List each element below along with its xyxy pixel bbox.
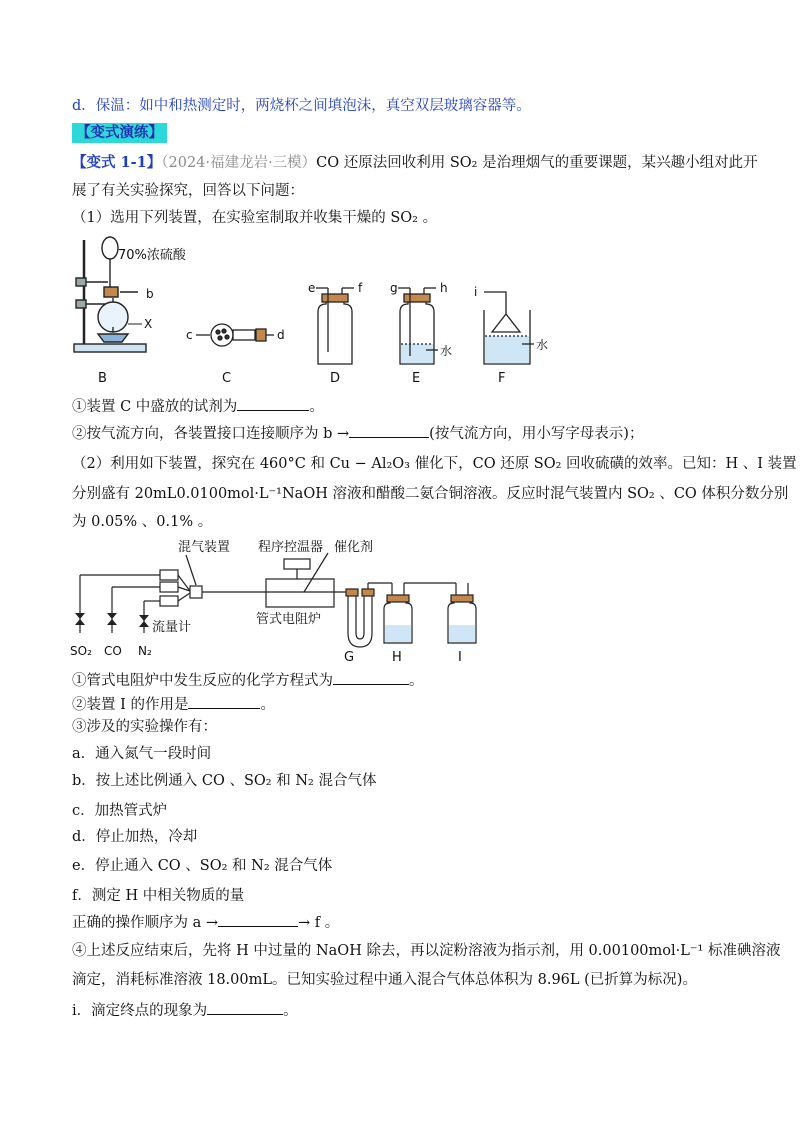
q1b-text: ②按气流方向，各装置接口连接顺序为 b → — [72, 426, 350, 442]
x-label: X — [144, 317, 153, 331]
q1a-end: 。 — [309, 399, 324, 415]
controller-label: 程序控温器 — [258, 540, 324, 555]
part1-text: （1）选用下列装置，在实验室制取并收集干燥的 SO₂ 。 — [72, 210, 438, 226]
order-blank[interactable] — [218, 912, 298, 927]
label-C: C — [222, 371, 232, 386]
part2-line2: 分别盛有 20mL0.0100mol·L⁻¹NaOH 溶液和醋酸二氨合铜溶液。反应时混气装置内 SO₂ 、CO 体积分数分别 — [72, 486, 789, 502]
q2b-end: 。 — [260, 697, 275, 713]
port-c-label: c — [186, 328, 193, 342]
port-i-label: i — [474, 285, 478, 299]
operation-b: b．按上述比例通入 CO 、SO₂ 和 N₂ 混合气体 — [72, 773, 377, 789]
label-H: H — [392, 650, 402, 665]
qi-end: 。 — [283, 1003, 298, 1019]
port-d-label: d — [277, 328, 285, 342]
apparatus-F — [484, 292, 534, 364]
section-title: 【变式演练】 — [72, 123, 167, 143]
order-row — [72, 912, 740, 933]
q2a-row — [72, 670, 740, 691]
qi-blank[interactable] — [207, 1000, 283, 1015]
apparatus-D — [316, 288, 354, 364]
q1a-row — [72, 396, 740, 417]
port-f-label: f — [358, 281, 363, 295]
q1b-end: (按气流方向，用小写字母表示)； — [429, 426, 644, 442]
label-G: G — [344, 650, 355, 665]
apparatus-figure-2 — [66, 533, 506, 668]
port-g-label: g — [390, 281, 398, 295]
q2c-text: ③涉及的实验操作有： — [72, 719, 217, 735]
flowmeter-label: 流量计 — [152, 620, 192, 635]
question-label: 【变式 1-1】 — [72, 154, 162, 171]
apparatus-figure-1 — [60, 232, 580, 392]
operation-c: c．加热管式炉 — [72, 803, 168, 819]
n2-label: N₂ — [138, 644, 152, 658]
order-text: 正确的操作顺序为 a → — [72, 915, 219, 931]
catalyst-label: 催化剂 — [334, 540, 374, 555]
valves — [75, 613, 149, 627]
port-e-label: e — [308, 281, 316, 295]
q2d-line2: 滴定，消耗标准溶液 18.00mL。已知实验过程中通入混合气体总体积为 8.96L (已折算为标况)。 — [72, 972, 697, 988]
acid-label: 70%浓硫酸 — [118, 248, 186, 263]
q1b-row — [72, 423, 740, 444]
q2b-blank[interactable] — [188, 694, 260, 709]
qi-row — [72, 1000, 740, 1021]
furnace-label: 管式电阻炉 — [256, 612, 322, 627]
line-d: d．保温：如中和热测定时，两烧杯之间填泡沫，真空双层玻璃容器等。 — [72, 98, 531, 114]
port-b-label: b — [146, 287, 154, 301]
apparatus-E — [398, 288, 438, 364]
label-E: E — [412, 371, 421, 386]
q1a-text: ①装置 C 中盛放的试剂为 — [72, 399, 238, 415]
port-h-label: h — [440, 281, 448, 295]
question-intro-text: CO 还原法回收利用 SO₂ 是治理烟气的重要课题，某兴趣小组对此开 — [316, 155, 758, 171]
label-I: I — [458, 650, 462, 665]
operation-a: a．通入氮气一段时间 — [72, 746, 212, 762]
part2-line1: （2）利用如下装置，探究在 460°C 和 Cu − Al₂O₃ 催化下，CO 还原 SO₂ 回收硫磺的效率。已知：H 、I 装置 — [72, 456, 797, 472]
question-intro-line1 — [72, 153, 758, 173]
mixer-label: 混气装置 — [178, 540, 231, 555]
q2b-row — [72, 694, 740, 715]
qi-text: i．滴定终点的现象为 — [72, 1003, 208, 1019]
label-D: D — [330, 371, 341, 386]
operation-f: f．测定 H 中相关物质的量 — [72, 888, 245, 904]
label-B: B — [98, 371, 107, 386]
apparatus-C — [196, 324, 274, 346]
q2a-text: ①管式电阻炉中发生反应的化学方程式为 — [72, 673, 333, 689]
question-intro-line2: 展了有关实验探究，回答以下问题： — [72, 183, 304, 199]
q1b-blank[interactable] — [349, 423, 429, 438]
so2-label: SO₂ — [70, 644, 92, 658]
co-label: CO — [104, 644, 122, 658]
q2a-blank[interactable] — [333, 670, 409, 685]
q2b-text: ②装置 I 的作用是 — [72, 697, 189, 713]
question-source: （2024·福建龙岩·三模） — [161, 155, 317, 171]
section-title-row — [72, 123, 740, 143]
part2-line3: 为 0.05% 、0.1% 。 — [72, 514, 213, 530]
water-label-F: 水 — [536, 338, 549, 352]
operation-e: e．停止通入 CO 、SO₂ 和 N₂ 混合气体 — [72, 858, 333, 874]
q1a-blank[interactable] — [237, 396, 309, 411]
q2a-end: 。 — [409, 673, 424, 689]
gas-lines — [80, 553, 476, 647]
q2d-line1: ④上述反应结束后，先将 H 中过量的 NaOH 除去，再以淀粉溶液为指示剂，用 0.00100mol·L⁻¹ 标准碘溶液 — [72, 943, 781, 959]
water-label-E: 水 — [440, 344, 453, 358]
label-F: F — [498, 371, 506, 386]
order-end: → f 。 — [298, 915, 340, 931]
operation-d: d．停止加热，冷却 — [72, 829, 198, 845]
